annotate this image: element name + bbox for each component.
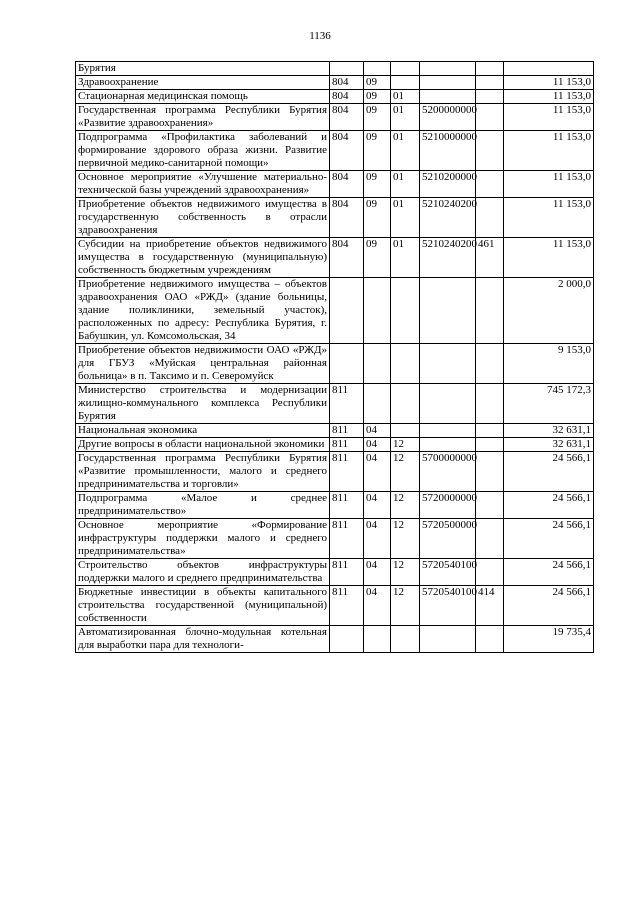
row-expense-type xyxy=(476,76,504,90)
row-target-article: 5720540100 xyxy=(420,586,476,626)
row-admin-code: 811 xyxy=(330,452,364,492)
row-subsection: 12 xyxy=(391,438,420,452)
row-section xyxy=(364,626,391,653)
row-amount: 24 566,1 xyxy=(504,519,594,559)
row-subsection: 12 xyxy=(391,586,420,626)
row-name: Основное мероприятие «Улучшение материально-технической базы учреждений здравоохранения» xyxy=(76,171,330,198)
row-admin-code: 811 xyxy=(330,424,364,438)
row-subsection: 12 xyxy=(391,492,420,519)
row-name: Приобретение объектов недвижимого имущества в государственную собственность в отрасли здравоохранения xyxy=(76,198,330,238)
row-subsection: 12 xyxy=(391,452,420,492)
table-row xyxy=(76,131,594,171)
row-section: 09 xyxy=(364,90,391,104)
table-row xyxy=(76,452,594,492)
row-name: Государственная программа Республики Бурятия «Развитие здравоохранения» xyxy=(76,104,330,131)
row-section xyxy=(364,278,391,344)
row-section: 09 xyxy=(364,131,391,171)
row-name: Подпрограмма «Профилактика заболеваний и формирование здорового образа жизни. Развитие первичной медико-санитарной помощи» xyxy=(76,131,330,171)
table-row xyxy=(76,424,594,438)
table-row xyxy=(76,171,594,198)
row-amount: 11 153,0 xyxy=(504,238,594,278)
budget-table-body xyxy=(76,62,594,653)
row-expense-type xyxy=(476,492,504,519)
row-section: 04 xyxy=(364,492,391,519)
row-name: Бурятия xyxy=(76,62,330,76)
row-section xyxy=(364,62,391,76)
row-admin-code: 811 xyxy=(330,559,364,586)
row-target-article: 5210240200 xyxy=(420,238,476,278)
row-name: Бюджетные инвестиции в объекты капитального строительства государственной (муниципальной) собственности xyxy=(76,586,330,626)
table-row xyxy=(76,90,594,104)
row-name: Приобретение объектов недвижимости ОАО «РЖД» для ГБУЗ «Муйская центральная районная больница» в п. Таксимо и п. Северомуйск xyxy=(76,344,330,384)
row-expense-type xyxy=(476,104,504,131)
row-name: Другие вопросы в области национальной экономики xyxy=(76,438,330,452)
row-name: Основное мероприятие «Формирование инфраструктуры поддержки малого и среднего предпринимательства» xyxy=(76,519,330,559)
row-target-article: 5720500000 xyxy=(420,519,476,559)
row-name: Субсидии на приобретение объектов недвижимого имущества в государственную (муниципальную) собственность бюджетным учреждениям xyxy=(76,238,330,278)
table-row xyxy=(76,62,594,76)
row-name: Государственная программа Республики Бурятия «Развитие промышленности, малого и среднего предпринимательства и торговли» xyxy=(76,452,330,492)
row-subsection: 01 xyxy=(391,171,420,198)
row-section: 04 xyxy=(364,438,391,452)
row-admin-code xyxy=(330,626,364,653)
row-amount: 11 153,0 xyxy=(504,76,594,90)
table-row xyxy=(76,559,594,586)
row-target-article xyxy=(420,76,476,90)
table-row xyxy=(76,519,594,559)
row-expense-type xyxy=(476,62,504,76)
table-row xyxy=(76,438,594,452)
row-subsection: 12 xyxy=(391,519,420,559)
page-number: 1136 xyxy=(309,30,331,42)
table-row xyxy=(76,384,594,424)
row-amount: 24 566,1 xyxy=(504,492,594,519)
row-expense-type xyxy=(476,452,504,492)
row-section: 09 xyxy=(364,76,391,90)
row-subsection xyxy=(391,384,420,424)
row-amount: 11 153,0 xyxy=(504,171,594,198)
row-expense-type xyxy=(476,559,504,586)
row-expense-type xyxy=(476,344,504,384)
budget-table xyxy=(75,61,594,653)
row-amount: 24 566,1 xyxy=(504,559,594,586)
row-section: 04 xyxy=(364,424,391,438)
row-subsection: 12 xyxy=(391,559,420,586)
row-expense-type xyxy=(476,90,504,104)
row-subsection: 01 xyxy=(391,131,420,171)
row-name: Национальная экономика xyxy=(76,424,330,438)
row-subsection: 01 xyxy=(391,238,420,278)
row-subsection: 01 xyxy=(391,104,420,131)
row-expense-type xyxy=(476,626,504,653)
row-name: Подпрограмма «Малое и среднее предпринимательство» xyxy=(76,492,330,519)
row-target-article: 5200000000 xyxy=(420,104,476,131)
row-name: Строительство объектов инфраструктуры поддержки малого и среднего предпринимательства xyxy=(76,559,330,586)
row-amount: 11 153,0 xyxy=(504,90,594,104)
row-amount: 24 566,1 xyxy=(504,586,594,626)
row-subsection xyxy=(391,278,420,344)
row-subsection xyxy=(391,62,420,76)
row-target-article xyxy=(420,344,476,384)
row-amount: 9 153,0 xyxy=(504,344,594,384)
row-admin-code xyxy=(330,278,364,344)
row-target-article xyxy=(420,62,476,76)
row-target-article xyxy=(420,384,476,424)
row-amount: 19 735,4 xyxy=(504,626,594,653)
row-expense-type xyxy=(476,519,504,559)
row-expense-type xyxy=(476,171,504,198)
row-subsection xyxy=(391,344,420,384)
table-row xyxy=(76,492,594,519)
row-admin-code: 804 xyxy=(330,238,364,278)
row-target-article: 5210200000 xyxy=(420,171,476,198)
row-section: 09 xyxy=(364,171,391,198)
row-subsection xyxy=(391,424,420,438)
row-expense-type xyxy=(476,438,504,452)
row-name: Здравоохранение xyxy=(76,76,330,90)
row-target-article: 5720540100 xyxy=(420,559,476,586)
row-admin-code: 811 xyxy=(330,384,364,424)
row-admin-code xyxy=(330,62,364,76)
row-name: Стационарная медицинская помощь xyxy=(76,90,330,104)
row-amount xyxy=(504,62,594,76)
row-subsection: 01 xyxy=(391,198,420,238)
row-subsection: 01 xyxy=(391,90,420,104)
row-amount: 11 153,0 xyxy=(504,198,594,238)
row-amount: 2 000,0 xyxy=(504,278,594,344)
row-section: 09 xyxy=(364,238,391,278)
table-row xyxy=(76,344,594,384)
row-target-article xyxy=(420,278,476,344)
row-section xyxy=(364,384,391,424)
row-admin-code: 804 xyxy=(330,131,364,171)
row-admin-code: 804 xyxy=(330,171,364,198)
row-section: 09 xyxy=(364,104,391,131)
row-name: Министерство строительства и модернизации жилищно-коммунального комплекса Республики Бурятия xyxy=(76,384,330,424)
row-admin-code: 811 xyxy=(330,519,364,559)
row-name: Приобретение недвижимого имущества – объектов здравоохранения ОАО «РЖД» (здание больницы, здание поликлиники, земельный участок), расположенных по адресу: Республика Бурятия, г. Бабушкин, ул. Комсомольская, 34 xyxy=(76,278,330,344)
row-section: 04 xyxy=(364,559,391,586)
table-row xyxy=(76,626,594,653)
table-row xyxy=(76,76,594,90)
row-admin-code: 804 xyxy=(330,76,364,90)
row-expense-type xyxy=(476,384,504,424)
table-row xyxy=(76,198,594,238)
row-subsection xyxy=(391,76,420,90)
row-section: 09 xyxy=(364,198,391,238)
row-expense-type xyxy=(476,131,504,171)
table-row xyxy=(76,238,594,278)
row-name: Автоматизированная блочно-модульная котельная для выработки пара для технологи- xyxy=(76,626,330,653)
table-row xyxy=(76,586,594,626)
table-row xyxy=(76,104,594,131)
row-target-article xyxy=(420,626,476,653)
row-section: 04 xyxy=(364,452,391,492)
row-section: 04 xyxy=(364,586,391,626)
row-amount: 32 631,1 xyxy=(504,424,594,438)
row-admin-code: 811 xyxy=(330,492,364,519)
row-target-article xyxy=(420,424,476,438)
row-admin-code: 804 xyxy=(330,198,364,238)
row-target-article xyxy=(420,90,476,104)
row-expense-type xyxy=(476,198,504,238)
row-admin-code: 804 xyxy=(330,104,364,131)
row-target-article xyxy=(420,438,476,452)
row-amount: 32 631,1 xyxy=(504,438,594,452)
row-section xyxy=(364,344,391,384)
row-target-article: 5700000000 xyxy=(420,452,476,492)
row-expense-type: 414 xyxy=(476,586,504,626)
row-admin-code: 811 xyxy=(330,586,364,626)
row-admin-code: 811 xyxy=(330,438,364,452)
row-target-article: 5720000000 xyxy=(420,492,476,519)
row-target-article: 5210240200 xyxy=(420,198,476,238)
row-expense-type xyxy=(476,424,504,438)
row-subsection xyxy=(391,626,420,653)
row-admin-code: 804 xyxy=(330,90,364,104)
row-expense-type xyxy=(476,278,504,344)
row-amount: 11 153,0 xyxy=(504,131,594,171)
row-section: 04 xyxy=(364,519,391,559)
row-amount: 11 153,0 xyxy=(504,104,594,131)
row-admin-code xyxy=(330,344,364,384)
row-expense-type: 461 xyxy=(476,238,504,278)
row-amount: 24 566,1 xyxy=(504,452,594,492)
row-amount: 745 172,3 xyxy=(504,384,594,424)
row-target-article: 5210000000 xyxy=(420,131,476,171)
table-row xyxy=(76,278,594,344)
